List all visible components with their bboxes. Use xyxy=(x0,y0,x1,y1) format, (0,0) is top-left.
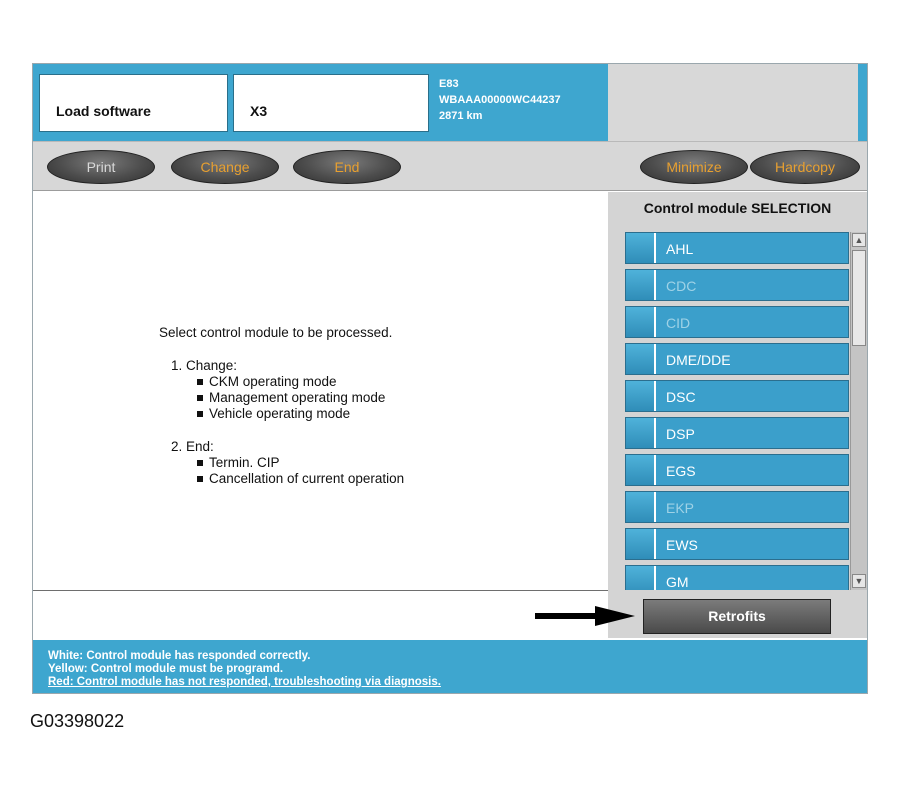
model-label: X3 xyxy=(250,103,268,119)
scroll-down-icon[interactable]: ▼ xyxy=(852,574,866,588)
series-label: E83 xyxy=(439,78,459,90)
module-item-cdc[interactable] xyxy=(625,269,849,301)
vin-label: WBAAA00000WC44237 xyxy=(439,94,561,106)
control-module-panel xyxy=(608,192,867,590)
step-change: 1. Change: xyxy=(171,358,238,373)
retrofit-row xyxy=(608,590,867,638)
change-button[interactable]: Change xyxy=(171,150,279,184)
module-label: GM xyxy=(666,574,689,590)
diagnosis-window xyxy=(32,63,868,694)
header-bar xyxy=(33,64,867,141)
module-status-square xyxy=(626,492,656,522)
module-label: AHL xyxy=(666,241,694,257)
module-label: CDC xyxy=(666,278,697,294)
scroll-thumb[interactable] xyxy=(852,250,866,346)
module-item-dme-dde[interactable] xyxy=(625,343,849,375)
bullet-item: CKM operating mode xyxy=(209,374,337,389)
header-blank-area xyxy=(608,64,858,141)
module-status-square xyxy=(626,233,656,263)
step-end: 2. End: xyxy=(171,439,214,454)
module-status-square xyxy=(626,455,656,485)
panel-title: Control module SELECTION xyxy=(643,200,832,216)
hardcopy-button[interactable]: Hardcopy xyxy=(750,150,860,184)
mileage-label: 2871 km xyxy=(439,110,483,122)
scroll-up-icon[interactable]: ▲ xyxy=(852,233,866,247)
module-label: EGS xyxy=(666,463,696,479)
module-item-ekp[interactable] xyxy=(625,491,849,523)
module-status-square xyxy=(626,307,656,337)
minimize-button[interactable]: Minimize xyxy=(640,150,748,184)
bullet-item: Cancellation of current operation xyxy=(209,471,405,486)
module-scrollbar[interactable] xyxy=(850,232,867,590)
mode-label: Load software xyxy=(56,103,151,119)
instruction-area xyxy=(33,192,608,590)
pointer-arrow-icon xyxy=(535,606,635,626)
module-item-ews[interactable] xyxy=(625,528,849,560)
module-item-dsc[interactable] xyxy=(625,380,849,412)
module-label: CID xyxy=(666,315,691,331)
model-box xyxy=(233,74,429,132)
module-item-egs[interactable] xyxy=(625,454,849,486)
legend-red: Red: Control module has not responded, troubleshooting via diagnosis. xyxy=(48,676,441,688)
module-status-square xyxy=(626,529,656,559)
module-status-square xyxy=(626,344,656,374)
print-button[interactable]: Print xyxy=(47,150,155,184)
legend-white: White: Control module has responded correctly. xyxy=(48,650,311,662)
module-label: DSP xyxy=(666,426,695,442)
module-item-dsp[interactable] xyxy=(625,417,849,449)
end-button[interactable]: End xyxy=(293,150,401,184)
module-status-square xyxy=(626,418,656,448)
module-label: DSC xyxy=(666,389,696,405)
bullet-item: Vehicle operating mode xyxy=(209,406,351,421)
instruction-intro: Select control module to be processed. xyxy=(159,325,393,340)
header-edge xyxy=(858,64,867,141)
legend-yellow: Yellow: Control module must be programd. xyxy=(48,663,284,675)
module-item-cid[interactable] xyxy=(625,306,849,338)
toolbar xyxy=(33,141,867,191)
module-label: EKP xyxy=(666,500,695,516)
bullet-item: Management operating mode xyxy=(209,390,386,405)
status-legend xyxy=(33,640,867,693)
module-status-square xyxy=(626,381,656,411)
module-label: DME/DDE xyxy=(666,352,731,368)
divider xyxy=(33,590,608,591)
module-status-square xyxy=(626,270,656,300)
bullet-item: Termin. CIP xyxy=(209,455,280,470)
module-label: EWS xyxy=(666,537,698,553)
module-item-ahl[interactable] xyxy=(625,232,849,264)
mode-box xyxy=(39,74,228,132)
retrofits-button[interactable]: Retrofits xyxy=(643,599,831,634)
figure-id: G03398022 xyxy=(30,711,125,731)
vehicle-info xyxy=(439,76,561,124)
